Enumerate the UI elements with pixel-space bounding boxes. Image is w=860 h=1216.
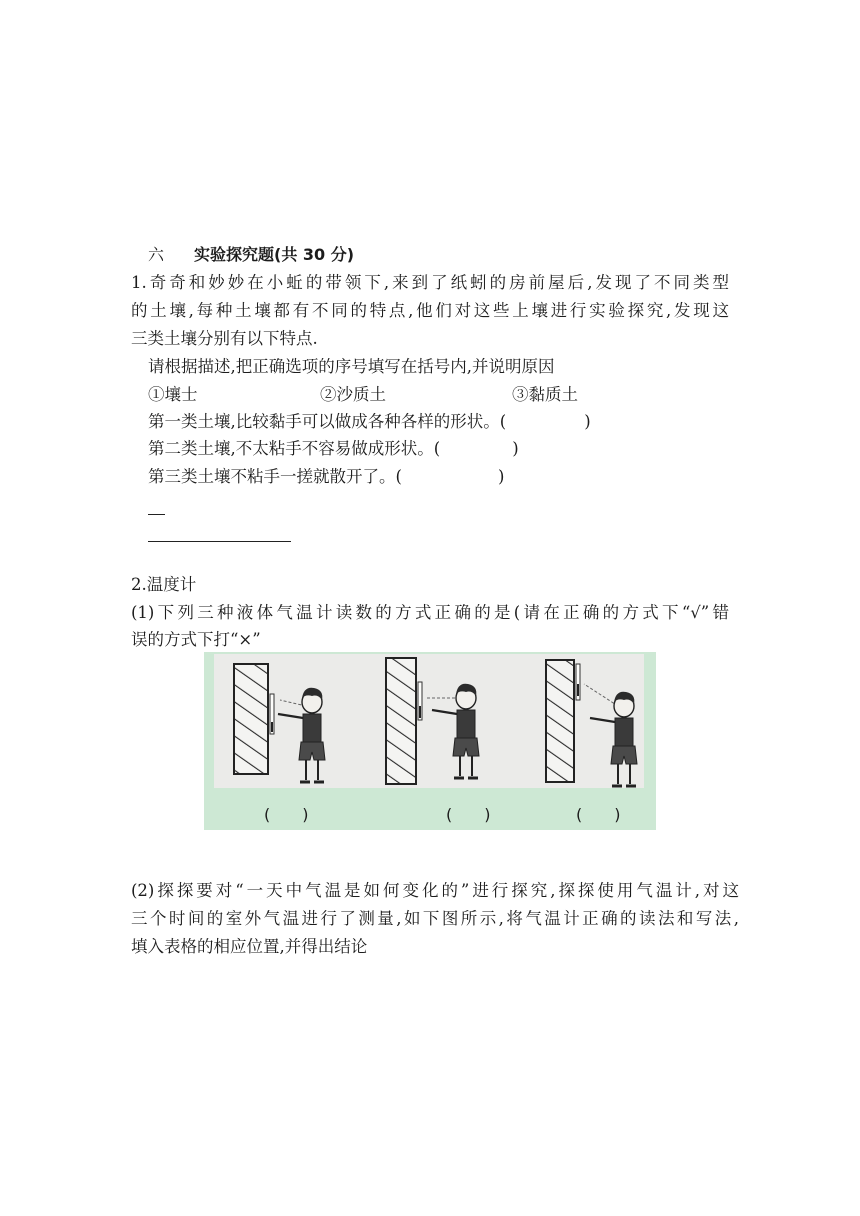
reason-answer-line[interactable] — [148, 541, 291, 542]
reason-answer-line-short[interactable] — [148, 514, 165, 515]
q2-title: 2.温度计 — [131, 575, 197, 594]
option-clay-soil: ③黏质土 — [512, 385, 578, 404]
q1-intro-line-1: 1.奇奇和妙妙在小蚯的带领下,来到了纸蚓的房前屋后,发现了不同类型 — [131, 273, 729, 292]
q1-item-2-text: 第二类土壤,不太粘手不容易做成形状。( — [148, 439, 441, 458]
q2-part2-line-3: 填入表格的相应位置,并得出结论 — [131, 937, 368, 956]
answer-paren-1[interactable]: ( ) — [264, 805, 309, 824]
q2-part2-line-1: (2)探探要对“一天中气温是如何变化的”进行探究,探探使用气温计,对这 — [131, 881, 739, 900]
section-number: 六 — [148, 245, 165, 264]
q1-item-2-close: ) — [512, 439, 519, 458]
section-heading — [148, 244, 354, 266]
answer-paren-2[interactable]: ( ) — [446, 805, 491, 824]
thermometer-reading-illustration — [214, 654, 644, 788]
q1-instruction: 请根据描述,把正确选项的序号填写在括号内,并说明原因 — [148, 357, 555, 376]
q1-intro-line-2: 的土壤,每种土壤都有不同的特点,他们对这些上壤进行实验探究,发现这 — [131, 301, 729, 320]
q1-item-3 — [148, 466, 504, 488]
thermometer-reading-figure — [204, 652, 656, 830]
q1-item-1 — [148, 411, 591, 433]
q2-part1-line-1: (1)下列三种液体气温计读数的方式正确的是(请在正确的方式下“√”错 — [131, 603, 729, 622]
option-loam: ①壤士 — [148, 385, 198, 404]
answer-paren-3[interactable]: ( ) — [576, 805, 621, 824]
option-sandy-soil: ②沙质土 — [320, 385, 386, 404]
q1-item-1-text: 第一类土壤,比较黏手可以做成各种各样的形状。( — [148, 412, 507, 431]
q2-part2-line-2: 三个时间的室外气温进行了测量,如下图所示,将气温计正确的读法和写法, — [131, 909, 739, 928]
q1-item-2 — [148, 438, 519, 460]
scene-3 — [546, 660, 637, 786]
three-reading-postures-image — [214, 654, 644, 788]
q1-item-3-text: 第三类土壤不粘手一搓就散开了。( — [148, 467, 402, 486]
q2-part1-line-2: 误的方式下打“×” — [131, 630, 261, 649]
q1-item-1-close: ) — [584, 412, 591, 431]
scene-1 — [234, 664, 325, 782]
section-title: 实验探究题(共 30 分) — [194, 245, 355, 264]
q1-intro-line-3: 三类土壤分别有以下特点. — [131, 329, 318, 348]
q1-item-3-close: ) — [497, 467, 505, 486]
scene-2 — [386, 658, 479, 784]
